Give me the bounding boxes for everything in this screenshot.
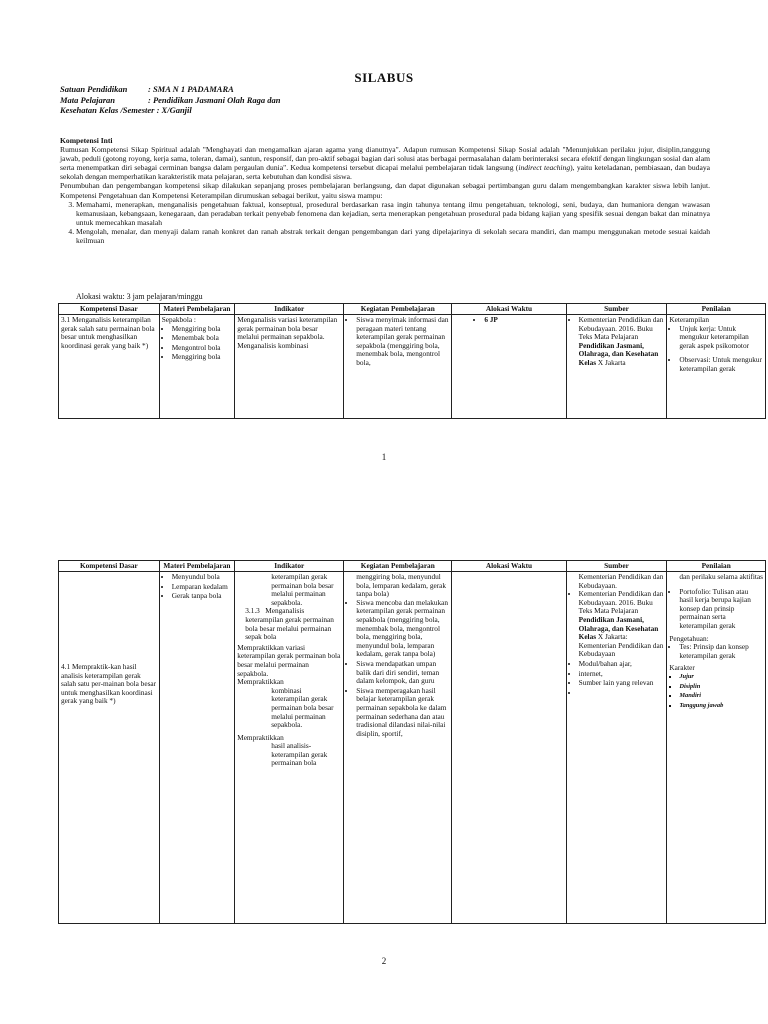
satuan-value: : SMA N 1 PADAMARA — [148, 84, 234, 94]
cell-kd: 3.1 Menganalisis keterampilan gerak salah satu permainan bola besar untuk menghasilkan koordinasi gerak yang baik *) — [59, 315, 160, 419]
header-penilaian: Penilaian — [667, 561, 766, 572]
satuan-label: Satuan Pendidikan — [60, 84, 128, 94]
document-title: SILABUS — [354, 70, 414, 85]
indikator-c: Mempraktikkan variasi keterampilan gerak permainan bola besar melalui permainan sepakbola. — [237, 642, 341, 678]
mapel-value: : Pendidikan Jasmani Olah Raga dan — [148, 94, 281, 105]
alokasi-waktu: Alokasi waktu: 3 jam pelajaran/minggu — [76, 292, 203, 301]
indikator-e: hasil analisis-keterampilan gerak permainan bola — [271, 741, 328, 768]
penilaian-head: Keterampilan — [669, 315, 710, 324]
list-item: • Menggiring bola — [172, 325, 233, 334]
ki-item-3: 3. Memahami, menerapkan, menganalisis pengetahuan faktual, konseptual, prosedural berdasarkan rasa ingin tahunya tentang ilmu pengetahuan, teknologi, seni, budaya, dan humaniora dengan wawasan kemanusiaan, kebangsaan, kenegaraan, dan peradaban terkait penyebab fenomena dan kejadian, serta menerapkan pengetahuan prosedural pada bidang kajian yang spesifik sesuai dengan bakat dan minatnya untuk memecahkan masalah — [76, 200, 710, 227]
list-item: • Tes: Prinsip dan konsep keterampilan gerak — [679, 643, 763, 660]
kompetensi-inti — [60, 136, 710, 245]
list-item: ▪ Disiplin — [679, 683, 763, 692]
materi-list — [162, 573, 233, 601]
list-item: • Unjuk kerja: Untuk mengukur keterampilan gerak aspek psikomotor — [679, 325, 763, 351]
list-item: ▪ Jujur — [679, 673, 763, 682]
table-header-row — [59, 304, 766, 315]
cell-sumber — [566, 315, 667, 419]
sumber-1-bold: Pendidikan Jasmani, Olahraga, dan Kesehatan Kelas — [578, 614, 659, 642]
list-item: • Portofolio: Tulisan atau hasil kerja berupa kajian konsep dan prinsip permainan serta keterampilan gerak — [679, 588, 763, 631]
materi-list — [162, 325, 233, 362]
list-item: • 6 JP — [484, 316, 563, 325]
list-item — [579, 590, 665, 659]
page-1 — [0, 0, 768, 470]
header-alokasi: Alokasi Waktu — [452, 561, 566, 572]
list-item: • Siswa memperagakan hasil belajar keterampilan gerak permainan sepakbola ke dalam permainan sederhana dan atau tradisional dilandasi nilai-nilai disiplin, sportif, — [356, 687, 449, 739]
header-indikator: Indikator — [235, 561, 344, 572]
list-item: • Siswa mendapatkan umpan balik dari diri sendiri, teman dalam kelompok, dan guru — [356, 660, 449, 686]
ki-list — [60, 200, 710, 245]
header-kd: Kompetensi Dasar — [59, 304, 160, 315]
sumber-0: Kementerian Pendidikan dan Kebudayaan. — [578, 572, 664, 590]
kegiatan-0: menggiring bola, menyundul bola, lemparan kedalam, gerak tanpa bola) — [356, 572, 447, 599]
list-item: • Menggiring bola — [172, 353, 233, 362]
indikator-b-text: Menganalisis keterampilan gerak permainan bola besar melalui permainan sepak bola — [245, 606, 334, 642]
header-kegiatan: Kegiatan Pembelajaran — [344, 561, 452, 572]
list-item — [579, 316, 665, 368]
header-penilaian: Penilaian — [667, 304, 766, 315]
kelas-label: Kesehatan Kelas /Semester — [60, 105, 155, 115]
indikator-a: keterampilan gerak permainan bola besar melalui permainan sepakbola. — [271, 572, 334, 607]
indikator-2: Menganalisis kombinasi — [237, 340, 309, 350]
list-item: • Gerak tanpa bola — [172, 592, 233, 601]
sumber-text: Kementerian Pendidikan dan Kebudayaan. 2016. Buku Teks Mata Pelajaran — [578, 315, 664, 342]
list-item: • Siswa mencoba dan melakukan keterampilan gerak permainan sepakbola (menggiring bola, menembak bola, mengontrol bola, menggiring bola, menyundul bola, lemparan kedalam, gerak tanpa bola) — [356, 599, 449, 659]
page-2 — [0, 512, 768, 1024]
cell-kegiatan — [344, 572, 452, 924]
indikator-e-head: Mempraktikkan — [237, 732, 284, 742]
ki-heading: Kompetensi Inti — [60, 136, 113, 145]
ki-para-2: Penumbuhan dan pengembangan kompetensi sikap dilakukan sepanjang proses pembelajaran berlangsung, dan dapat digunakan sebagai pertimbangan guru dalam mengembangkan karakter siswa lebih lanjut. Kompetensi Pengetahuan dan Kompetensi Keterampilan dirumuskan sebagai berikut, yaitu siswa mampu: — [60, 181, 710, 200]
cell-kd — [59, 572, 160, 924]
cell-alokasi — [452, 315, 566, 419]
list-item: • Menyundul bola — [172, 573, 233, 582]
list-item: ▪ Mandiri — [679, 692, 763, 701]
page-number-1: 1 — [381, 452, 387, 462]
ki-para-1-italic: indirect teaching — [518, 163, 571, 173]
cell-penilaian — [667, 572, 766, 924]
list-item — [579, 689, 665, 698]
header-sumber: Sumber — [566, 561, 667, 572]
mapel-label: Mata Pelajaran — [60, 94, 116, 105]
ki-item-4: 4. Mengolah, menalar, dan menyaji dalam ranah konkret dan ranah abstrak terkait dengan pengembangan dari yang dipelajarinya di sekolah secara mandiri, dan mampu menggunakan metode sesuai kaidah keilmuan — [76, 227, 710, 245]
list-item: • Modul/bahan ajar, — [579, 660, 665, 669]
indikator-b — [237, 607, 341, 641]
sumber-end: X Jakarta — [597, 357, 626, 367]
penilaian-head-3: Karakter — [669, 663, 695, 673]
indikator-b-num: 3.1.3 — [245, 606, 260, 616]
cell-materi — [159, 572, 235, 924]
header-materi: Materi Pembelajaran — [159, 561, 235, 572]
list-item: • Sumber lain yang relevan — [579, 679, 665, 688]
list-item: • Menembak bola — [172, 334, 233, 343]
list-item: • Siswa menyimak informasi dan peragaan materi tentang keterampilan gerak permainan sepakbola (menggiring bola, menembak bola, mengontrol bola, — [356, 316, 449, 368]
list-item: • Observasi: Untuk mengukur keterampilan gerak — [679, 356, 763, 373]
cell-indikator — [235, 572, 344, 924]
cell-indikator — [235, 315, 344, 419]
page-number-2: 2 — [381, 956, 387, 966]
materi-head: Sepakbola : — [161, 315, 196, 324]
silabus-table-1 — [58, 303, 766, 419]
identity-block — [60, 84, 280, 116]
sumber-bold: Pendidikan Jasmani, Olahraga, dan Kesehatan Kelas — [578, 340, 659, 367]
indikator-d: kombinasi keterampilan gerak permainan bola besar melalui permainan sepakbola. — [271, 685, 334, 730]
header-sumber: Sumber — [566, 304, 667, 315]
header-kegiatan: Kegiatan Pembelajaran — [344, 304, 452, 315]
header-alokasi: Alokasi Waktu — [452, 304, 566, 315]
silabus-table-2 — [58, 560, 766, 924]
indikator-d-head: Mempraktikkan — [237, 677, 284, 687]
indikator-1: Menganalisis variasi keterampilan gerak permainan bola besar melalui permainan sepakbola. — [237, 315, 338, 342]
kelas-value: : X/Ganjil — [156, 105, 192, 115]
table-row — [59, 315, 766, 419]
sumber-1-text: Kementerian Pendidikan dan Kebudayaan. 2016. Buku Teks Mata Pelajaran — [578, 589, 664, 616]
cell-alokasi — [452, 572, 566, 924]
list-item: • internet, — [579, 670, 665, 679]
ki-para-1-text: Rumusan Kompetensi Sikap Spiritual adalah "Menghayati dan mengamalkan ajaran agama yang dianutnya". Adapun rumusan Kompetensi Sikap Sosial adalah "Menunjukkan perilaku jujur, disiplin,tanggung jawab, peduli (gotong royong, kerja sama, toleran, damai), santun, responsif, dan pro-aktif sebagai bagian dari solusi atas berbagai permasalahan dalam berinteraksi secara efektif dengan lingkungan sosial dan alam serta menempatkan diri sebagai cerminan bangsa dalam pergaulan dunia". Kedua kompetensi tersebut dicapai melalui pembelajaran tidak langsung ( — [60, 145, 710, 173]
table-header-row — [59, 561, 766, 572]
ki-para-1-end: ), yaitu keteladanan, pembiasaan, dan budaya sekolah dengan memperhatikan karakteristik mata pelajaran, serta kebutuhan dan kondisi siswa. — [60, 163, 710, 182]
kd-text: 4.1 Mempraktik-kan hasil analisis keterampilan gerak salah satu per-mainan bola besar untuk menghasilkan koordinasi gerak yang baik *) — [61, 662, 157, 706]
cell-kegiatan — [344, 315, 452, 419]
list-item: • Mengontrol bola — [172, 344, 233, 353]
header-materi: Materi Pembelajaran — [159, 304, 235, 315]
cell-sumber — [566, 572, 667, 924]
ki-para-1 — [60, 145, 710, 181]
header-kd: Kompetensi Dasar — [59, 561, 160, 572]
list-item: ▪ Tanggung jawab — [679, 702, 763, 711]
sumber-1-end: X Jakarta: Kementerian Pendidikan dan Kebudayaan — [578, 632, 664, 659]
cell-penilaian — [667, 315, 766, 419]
penilaian-head-2: Pengetahuan: — [669, 633, 709, 643]
penilaian-0: dan perilaku selama aktifitas — [679, 572, 764, 581]
header-indikator: Indikator — [235, 304, 344, 315]
table-row — [59, 572, 766, 924]
cell-materi — [159, 315, 235, 419]
list-item: • Lemparan kedalam — [172, 583, 233, 592]
